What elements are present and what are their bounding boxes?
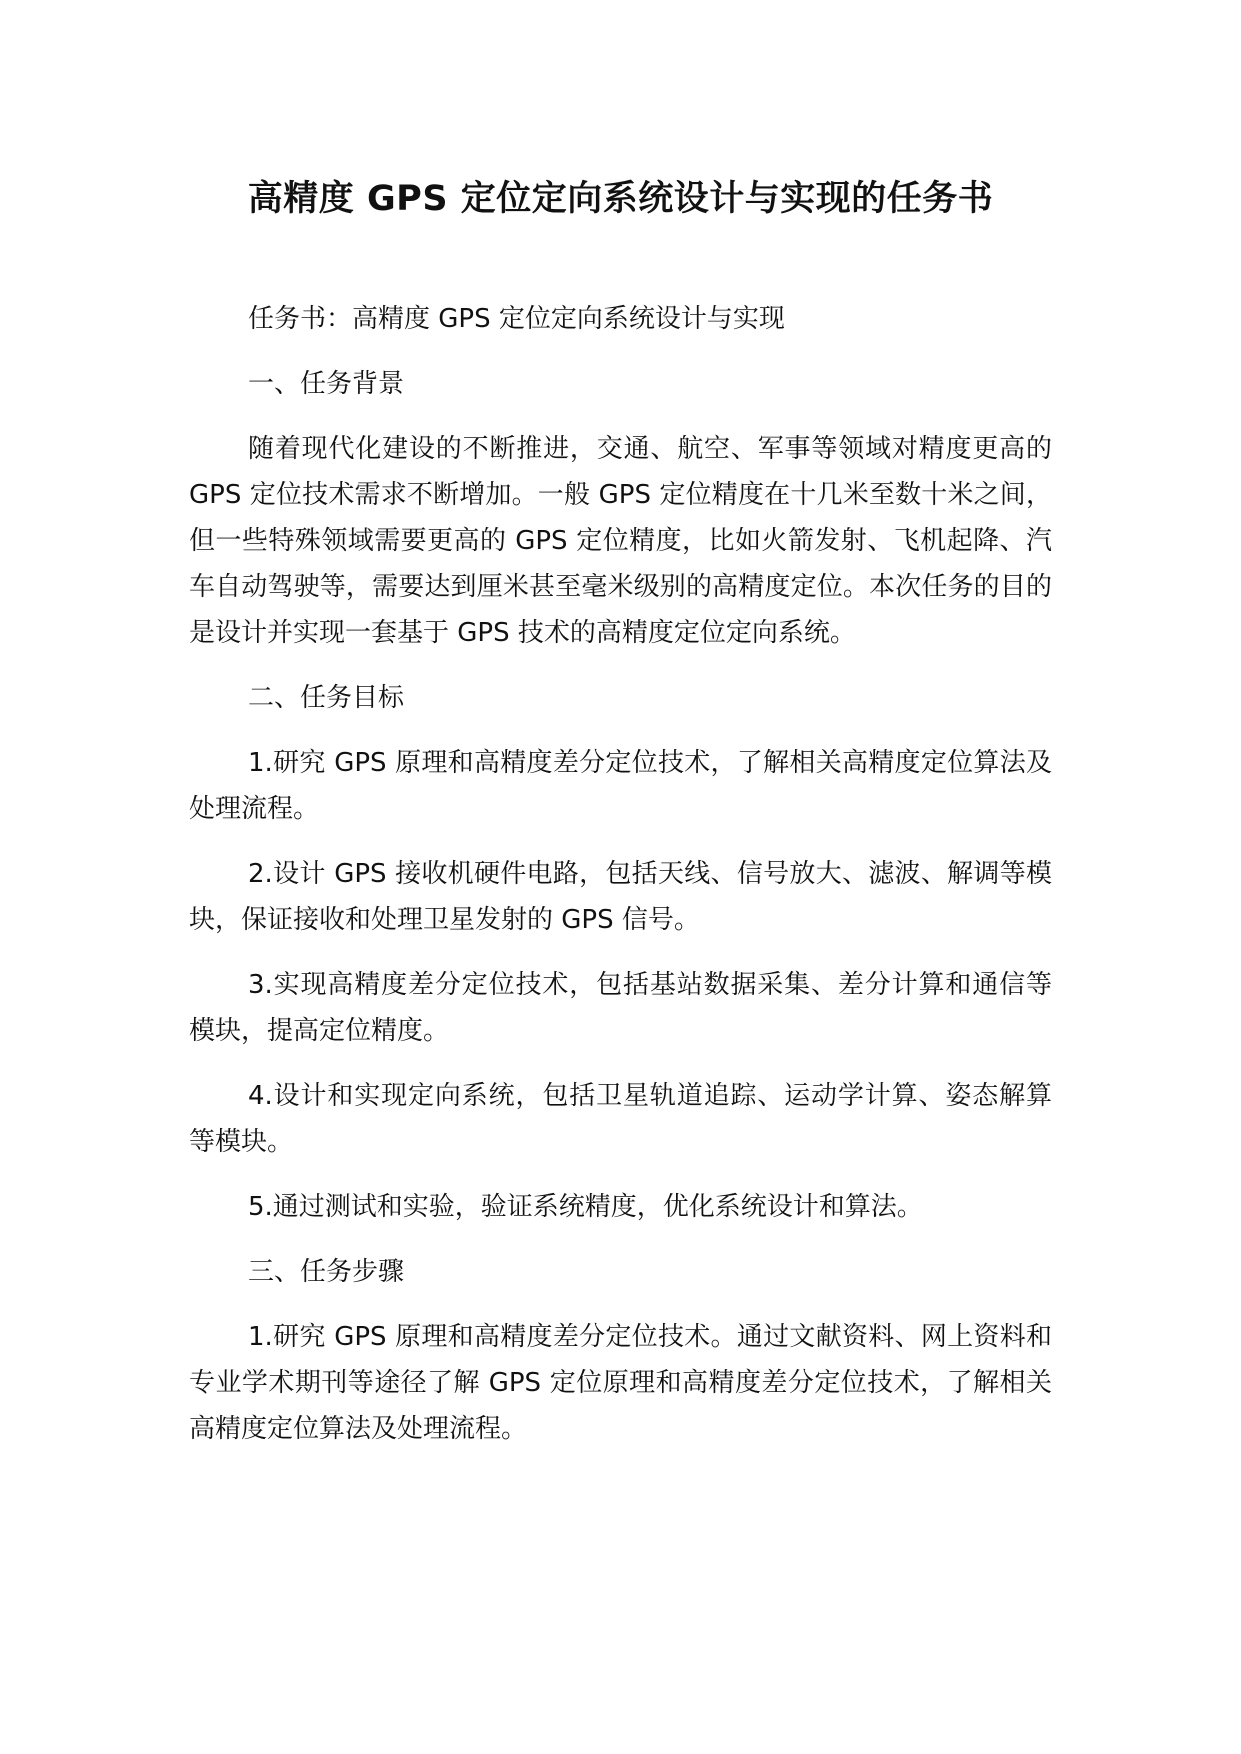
goal-item: 2.设计 GPS 接收机硬件电路，包括天线、信号放大、滤波、解调等模块，保证接收和处理卫星发射的 GPS 信号。 [189,859,1052,935]
section-heading-steps: 三、任务步骤 [248,1257,405,1287]
goal-item: 1.研究 GPS 原理和高精度差分定位技术，了解相关高精度定位算法及处理流程。 [189,748,1052,824]
goal-item: 3.实现高精度差分定位技术，包括基站数据采集、差分计算和通信等模块，提高定位精度。 [189,970,1052,1046]
background-paragraph: 随着现代化建设的不断推进，交通、航空、军事等领域对精度更高的 GPS 定位技术需求不断增加。一般 GPS 定位精度在十几米至数十米之间，但一些特殊领域需要更高的 GPS 定位精度，比如火箭发射、飞机起降、汽车自动驾驶等，需要达到厘米甚至毫米级别的高精度定位。本次任务的目的是设计并实现一套基于 GPS 技术的高精度定位定向系统。 [189,434,1052,648]
section-heading-goals: 二、任务目标 [248,683,405,713]
document-title: 高精度 GPS 定位定向系统设计与实现的任务书 [247,179,994,219]
goal-item: 5.通过测试和实验，验证系统精度，优化系统设计和算法。 [248,1192,923,1222]
task-book-line: 任务书：高精度 GPS 定位定向系统设计与实现 [248,304,785,334]
step-item: 1.研究 GPS 原理和高精度差分定位技术。通过文献资料、网上资料和专业学术期刊等途径了解 GPS 定位原理和高精度差分定位技术，了解相关高精度定位算法及处理流程。 [189,1322,1052,1444]
goal-item: 4.设计和实现定向系统，包括卫星轨道追踪、运动学计算、姿态解算等模块。 [189,1081,1052,1157]
section-heading-background: 一、任务背景 [248,369,405,399]
document-body [189,296,1052,1471]
